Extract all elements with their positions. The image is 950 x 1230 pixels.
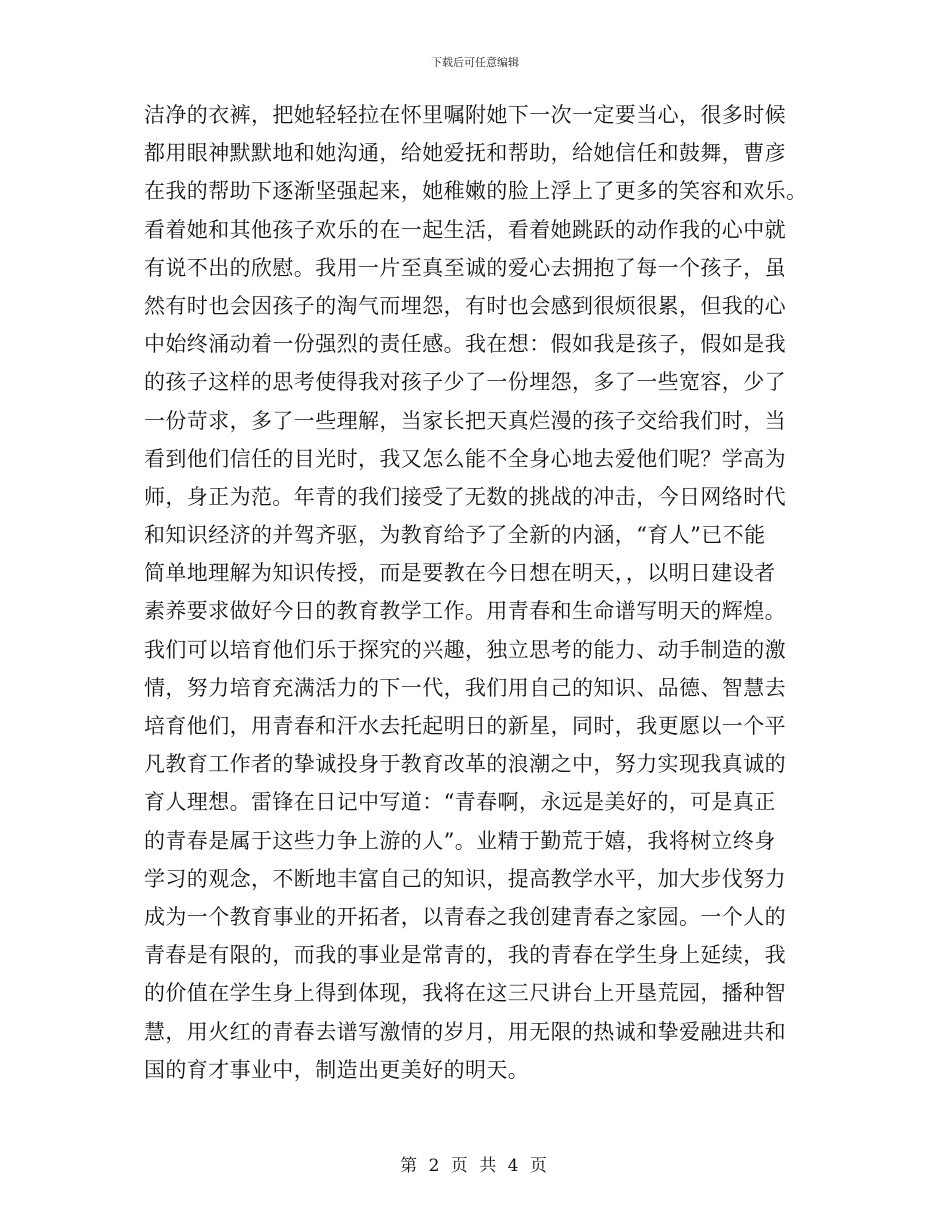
text-line: 洁净的衣裤，把她轻轻拉在怀里嘱附她下一次一定要当心，很多时候 [144, 103, 786, 127]
text-line: 和知识经济的并驾齐驱，为教育给予了全新的内涵，“育人”已不能 [144, 523, 766, 548]
text-line: 都用眼神默默地和她沟通，给她爱抚和帮助，给她信任和鼓舞，曹彦 [144, 141, 786, 166]
text-line: 中始终涌动着一份强烈的责任感。我在想：假如我是孩子，假如是我 [144, 332, 786, 357]
text-line: 学习的观念，不断地丰富自己的知识，提高教学水平，加大步伐努力 [144, 866, 786, 891]
text-line: 的价值在学生身上得到体现，我将在这三尺讲台上开垦荒园，播种智 [144, 981, 786, 1006]
text-line: 有说不出的欣慰。我用一片至真至诚的爱心去拥抱了每一个孩子，虽 [144, 255, 786, 280]
text-line: 培育他们，用青春和汗水去托起明日的新星，同时，我更愿以一个平 [144, 714, 786, 738]
text-line: 看到他们信任的目光时，我又怎么能不全身心地去爱他们呢？学高为 [144, 446, 786, 471]
text-line: 在我的帮助下逐渐坚强起来，她稚嫩的脸上浮上了更多的笑容和欢乐。 [144, 179, 808, 204]
page-header [0, 54, 950, 70]
text-line: 育人理想。雷锋在日记中写道：“青春啊，永远是美好的，可是真正 [144, 790, 776, 815]
text-line: 国的育才事业中，制造出更美好的明天。 [144, 1057, 530, 1082]
text-line: 我们可以培育他们乐于探究的兴趣，独立思考的能力、动手制造的激 [144, 637, 786, 662]
text-line: 师，身正为范。年青的我们接受了无数的挑战的冲击，今日网络时代 [144, 484, 786, 509]
page-footer [0, 1151, 950, 1176]
page-number: 第 2 页 共 4 页 [400, 1156, 550, 1176]
text-line: 素养要求做好今日的教育教学工作。用青春和生命谱写明天的辉煌。 [144, 599, 786, 624]
header-note: 下载后可任意编辑 [431, 56, 519, 69]
text-line: 然有时也会因孩子的淘气而埋怨，有时也会感到很烦很累，但我的心 [144, 293, 786, 318]
text-line: 凡教育工作者的挚诚投身于教育改革的浪潮之中，努力实现我真诚的 [144, 752, 786, 777]
text-line: 简单地理解为知识传授，而是要教在今日想在明天，，以明日建设者 [144, 561, 776, 586]
text-line: 青春是有限的，而我的事业是常青的，我的青春在学生身上延续，我 [144, 943, 786, 968]
text-line: 情，努力培育充满活力的下一代，我们用自己的知识、品德、智慧去 [144, 675, 786, 700]
text-line: 慧，用火红的青春去谱写激情的岁月，用无限的热诚和挚爱融进共和 [144, 1019, 786, 1044]
text-line: 看着她和其他孩子欢乐的在一起生活，看着她跳跃的动作我的心中就 [144, 217, 786, 242]
text-line: 一份苛求，多了一些理解，当家长把天真烂漫的孩子交给我们时，当 [144, 408, 786, 433]
text-line: 的孩子这样的思考使得我对孩子少了一份埋怨，多了一些宽容，少了 [144, 370, 786, 395]
text-line: 的青春是属于这些力争上游的人”。业精于勤荒于嬉，我将树立终身 [144, 828, 776, 853]
body-text [144, 96, 816, 1089]
text-line: 成为一个教育事业的开拓者，以青春之我创建青春之家园。一个人的 [144, 904, 786, 929]
